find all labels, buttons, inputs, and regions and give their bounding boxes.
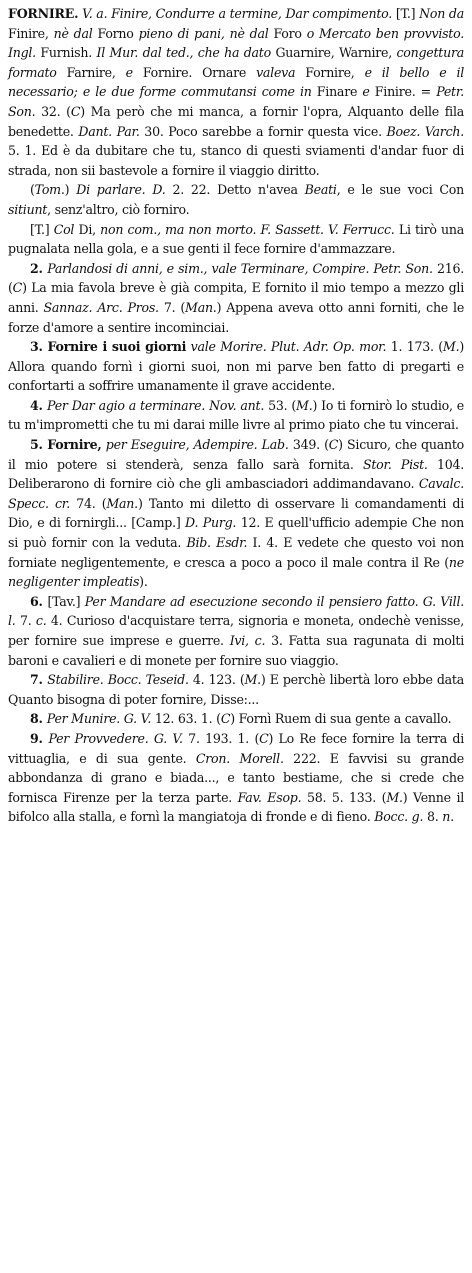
italic-text: n. [442,809,454,825]
italic-text: Tom. [34,182,65,198]
body-text: 74. ( [69,495,107,511]
body-text: 4. 123. ( [188,672,245,688]
italic-text: pieno di pani, nè dal [138,25,269,41]
italic-text: Sannaz. Arc. Pros. [43,299,159,315]
body-text: 30. Poco sarebbe a fornir questa vice. [139,123,387,139]
entry-sense-7 [8,670,464,709]
entry-sense-4 [8,396,464,435]
italic-text: C [12,280,23,296]
body-text: 349. ( [288,437,329,453]
bold-text: 6. [30,593,48,609]
italic-text: Ivi, c. [229,633,266,648]
body-text: ) E perchè libertà loro ebbe data Quanto bisogna di poter fornire, Disse:... [8,672,464,707]
body-text: ) La mia favola breve è già compita, E fornito il mio tempo a mezzo gli anni. [8,280,464,315]
italic-text: Stabilire. Bocc. Teseid. [47,672,189,688]
body-text: [Tav.] [47,593,85,609]
body-text: Di, [74,221,101,237]
body-text: ) [64,182,77,198]
body-text: 32. ( [35,103,71,119]
italic-text: Stor. Pist. [362,456,428,472]
italic-text: M. [296,397,313,413]
entry-sense-3 [8,337,464,396]
body-text: Guarnire, Warnire, [270,45,397,61]
entry-sense-5 [8,435,464,592]
italic-text: sitiunt [8,201,48,217]
italic-text: Per Provvedere. G. V. [48,730,183,746]
italic-text: C [259,730,269,746]
body-text: 7. 193. 1. ( [182,730,260,746]
italic-text: Bib. Esdr. [186,535,248,551]
body-text: 7. ( [158,299,186,315]
body-text: 3. Fatta sua ragunata di molti baroni e cavalieri e di monete per fornire suo viaggio. [8,633,464,668]
italic-text: non com., ma non morto. F. Sassett. V. Ferrucc. [100,221,395,237]
italic-text: Non da [419,6,464,21]
italic-text: Parlandosi di anni, e sim., vale Terminare, Compire. Petr. Son. [47,260,433,276]
entry-sense-1-tom [8,180,464,219]
bold-text: 7. [30,672,48,688]
italic-text: C [220,711,231,727]
body-text: ) Tanto mi diletto di osservare li comandamenti di Dio, e di fornirgli... [Camp.] [8,495,464,531]
body-text: Fornire, [295,64,365,80]
italic-text: Man. [106,495,138,511]
italic-text: Col [53,221,75,237]
italic-text: M. [442,339,460,355]
entry-sense-1 [8,4,464,180]
italic-text: C [70,103,81,119]
body-text: 4. Curioso d'acquistare terra, signoria e moneta, ondechè venisse, per fornire sue imprese e guerre. [8,613,464,648]
body-text: , senz'altro, ciò forniro. [47,201,190,217]
body-text: Fornire. Ornare [132,64,257,80]
body-text: ) Allora quando fornì i giorni suoi, non mi parve ben fatto di pregarti e confortarti a soffrire umanamente il grave accidente. [8,339,464,394]
body-text: Finire. = [369,84,437,100]
bold-text: 9. [30,730,49,746]
body-text: ) Venne il bifolco alla stalla, e fornì la mangiatoja di fronde e di fieno. [8,789,464,825]
entry-sense-8 [8,709,464,729]
italic-text: c. [35,613,47,629]
body-text: [T.] [392,6,420,21]
body-text: 12. 63. 1. ( [151,711,221,727]
body-text: 2. 22. Detto n'avea [165,182,305,198]
italic-text: Man. [185,299,217,315]
entry-sense-1-t [8,220,464,259]
body-text: 12. E quell'ufficio adempie Che non si può fornir con la veduta. [8,515,464,551]
italic-text: o Mercato ben provvisto. Ingl. [8,25,464,61]
body-text: 53. ( [264,397,297,413]
italic-text: valeva [256,64,296,80]
italic-text: Dant. Par. [78,123,140,139]
body-text: 216. ( [8,260,464,296]
italic-text: e [362,84,370,100]
body-text: ) Appena aveva otto anni forniti, che le forze d'amore a sentire incominciai. [8,299,465,335]
italic-text: Bocc. g. [374,809,424,825]
body-text: Foro [268,25,307,41]
body-text: 104. Deliberarono di fornire ciò che gli ambasciadori addimandavano. [8,456,465,492]
body-text: Finare [311,84,363,100]
italic-text: Fav. Esop. [237,789,302,805]
body-text: 7. [15,613,36,629]
italic-text: D. Purg. [185,515,237,531]
body-text: ) Fornì Ruem di sua gente a cavallo. [230,711,452,727]
entry-sense-6 [8,592,464,670]
italic-text: Per Mandare ad esecuzione secondo il pensiero fatto. G. Vill. l. [8,593,464,629]
italic-text: Cron. Morell. [195,750,284,766]
italic-text: V. a. Finire, Condurre a termine, Dar compimento. [78,6,393,21]
entry-sense-9 [8,729,464,827]
italic-text: C [328,437,339,453]
body-text: ). [139,574,148,590]
body-text: ) Sicuro, che quanto il mio potere si stenderà, senza fallo sarà fornita. [8,437,464,472]
body-text: ) Ma però che mi manca, a fornir l'opra, Alquanto delle fila benedette. [8,103,464,139]
body-text: ( [30,182,35,198]
italic-text: Di parlare. D. [76,182,166,198]
italic-text: vale Morire. Plut. Adr. Op. mor. [186,339,387,355]
bold-text: 8. [30,711,47,727]
italic-text: Il Mur. dal ted., che ha dato [96,45,271,61]
italic-text: Per Munire. G. V. [46,711,152,727]
italic-text: e [125,64,133,80]
body-text: ) Lo Re fece fornire la terra di vittuaglia, e di sua gente. [8,730,465,766]
italic-text: e il bello e il necessario; e le due forme commutansi come in [8,64,464,100]
italic-text: nè dal [53,25,93,41]
body-text: Furnish. [35,45,97,61]
italic-text: per Eseguire, Adempire. Lab. [101,437,289,453]
body-text: 222. E favvisi su grande abbondanza di grano e biada..., e tanto bestiame, che si crede che fornisca Firenze per la terza parte. [8,750,464,805]
body-text: 8. [423,809,443,825]
body-text: Li tirò una pugnalata nella gola, e a sue genti il fece fornire d'ammazzare. [8,221,464,257]
body-text: Forno [92,25,139,41]
italic-text: ne negligenter impleatis [8,554,464,590]
entry-sense-2 [8,259,464,337]
body-text: 58. 5. 133. ( [301,789,387,805]
italic-text: congettura formato [8,45,465,80]
body-text: I. 4. E vedete che questo voi non forniate negligentemente, e cresca a poco a poco il male contra il Re ( [8,535,464,570]
italic-text: Cavalc. Specc. cr. [8,476,464,511]
body-text: Farnire, [56,64,126,80]
italic-text: Boez. Varch. [386,123,464,139]
italic-text: Petr. Son. [8,84,464,119]
italic-text: Per Dar agio a terminare. Nov. ant. [47,397,265,413]
bold-text: 4. [30,397,48,413]
bold-text: 2. [30,260,48,276]
italic-text: M. [386,789,403,805]
body-text: [T.] [30,221,54,237]
italic-text: Beati [304,182,337,198]
body-text: ) Io ti fornirò lo studio, e tu m'imprometti che tu mi darai mille livre al primo piato che tu vincerai. [8,397,464,433]
body-text: Finire, [8,25,54,41]
italic-text: M. [244,672,261,688]
body-text: 1. 173. ( [386,339,443,355]
bold-text: FORNIRE. [8,6,79,21]
bold-text: 3. Fornire i suoi giorni [30,339,187,355]
body-text: , e le sue voci Con [336,182,464,198]
bold-text: 5. Fornire, [30,437,102,453]
body-text: 5. 1. Ed è da dubitare che tu, stanco di questi sviamenti d'andar fuor di strada, non sii bastevole a fornire il viaggio diritto. [8,143,464,178]
